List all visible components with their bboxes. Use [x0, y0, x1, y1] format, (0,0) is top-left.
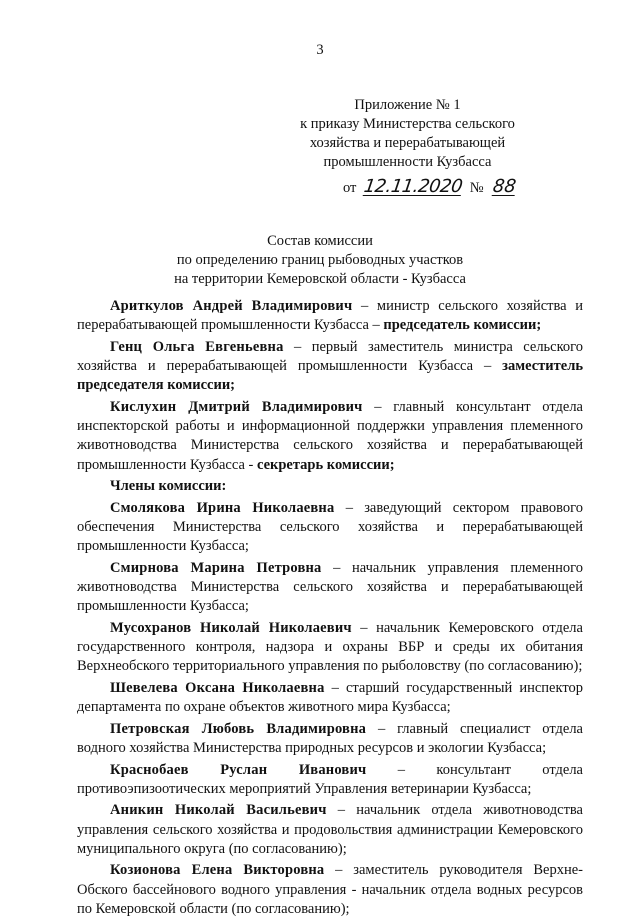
order-date-line [343, 176, 516, 197]
member-entry [77, 801, 583, 859]
member-position: – консультант отдела противоэпизоотических мероприятий Управления ветеринарии Кузбасса; [77, 761, 583, 797]
member-role: секретарь комиссии; [256, 456, 395, 473]
appendix-header [300, 96, 515, 172]
member-position: – министр сельского хозяйства и перерабатывающей промышленности Кузбасса – [77, 298, 583, 334]
from-label: от [343, 180, 357, 196]
member-entry [77, 499, 583, 557]
members-heading: Члены комиссии: [110, 478, 227, 495]
member-entry [77, 338, 583, 396]
number-label: № [469, 180, 484, 196]
member-entry [77, 861, 583, 919]
handwritten-date: 12.11.2020 [362, 176, 464, 197]
member-entry [77, 398, 583, 475]
title-line: по определению границ рыбоводных участков [176, 252, 464, 268]
member-entry [77, 720, 583, 759]
member-position: – начальник Кемеровского отдела государственного контроля, надзора и охраны ВБР и среды их обитания Верхнеобского территориального управления по рыболовству (по согласованию); [77, 619, 583, 675]
appendix-line: Приложение № 1 [354, 97, 461, 113]
member-entry [77, 559, 583, 617]
member-position: – заведующий сектором правового обеспечения Министерства сельского хозяйства и перерабатывающей промышленности Кузбасса; [77, 499, 583, 555]
member-position: – старший государственный инспектор департамента по охране объектов животного мира Кузбасса; [77, 679, 583, 716]
member-name: Мусохранов Николай Николаевич [110, 619, 352, 636]
appendix-line: промышленности Кузбасса [323, 154, 492, 170]
member-position: – начальник отдела животноводства управления сельского хозяйства и продовольствия администрации Кемеровского муниципального округа (по согласованию); [77, 802, 583, 857]
member-entry [77, 761, 583, 800]
member-position: – главный консультант отдела инспекторской работы и информационной поддержки управления племенного животноводства Министерства сельского хозяйства и перерабатывающей промышленности Кузбасса - [77, 398, 583, 473]
member-name: Шевелева Оксана Николаевна [110, 679, 325, 696]
member-name: Ариткулов Андрей Владимирович [110, 298, 353, 314]
commission-list [77, 297, 583, 919]
member-name: Петровская Любовь Владимировна [110, 720, 367, 737]
member-name: Генц Ольга Евгеньевна [110, 338, 284, 355]
member-name: Аникин Николай Васильевич [110, 802, 327, 819]
member-name: Смирнова Марина Петровна [110, 559, 322, 576]
member-entry [77, 297, 583, 336]
member-name: Смолякова Ирина Николаевна [110, 499, 335, 516]
appendix-line: к приказу Министерства сельского [300, 116, 515, 132]
document-title [0, 232, 640, 289]
member-entry [77, 679, 583, 718]
member-name: Кислухин Дмитрий Владимирович [110, 398, 363, 415]
member-position: – первый заместитель министра сельского хозяйства и перерабатывающей промышленности Кузбасса – [77, 338, 583, 375]
member-entry [77, 619, 583, 677]
member-name: Краснобаев Руслан Иванович [110, 761, 367, 778]
member-role: председатель комиссии; [383, 317, 542, 334]
page-number: 3 [316, 42, 324, 58]
handwritten-number: 88 [491, 176, 518, 197]
appendix-line: хозяйства и перерабатывающей [309, 135, 506, 151]
title-line: Состав комиссии [267, 233, 373, 249]
member-name: Козионова Елена Викторовна [110, 862, 325, 879]
title-line: на территории Кемеровской области - Кузбасса [174, 271, 466, 287]
member-position: – начальник управления племенного животноводства Министерства сельского хозяйства и перерабатывающей промышленности Кузбасса; [77, 559, 583, 615]
member-position: – главный специалист отдела водного хозяйства Министерства природных ресурсов и экологии Кузбасса; [77, 720, 583, 757]
member-role: заместитель председателя комиссии; [77, 358, 583, 394]
member-position: – заместитель руководителя Верхне-Обского бассейнового водного управления - начальник отдела водных ресурсов по Кемеровской области (по согласованию); [77, 862, 584, 917]
